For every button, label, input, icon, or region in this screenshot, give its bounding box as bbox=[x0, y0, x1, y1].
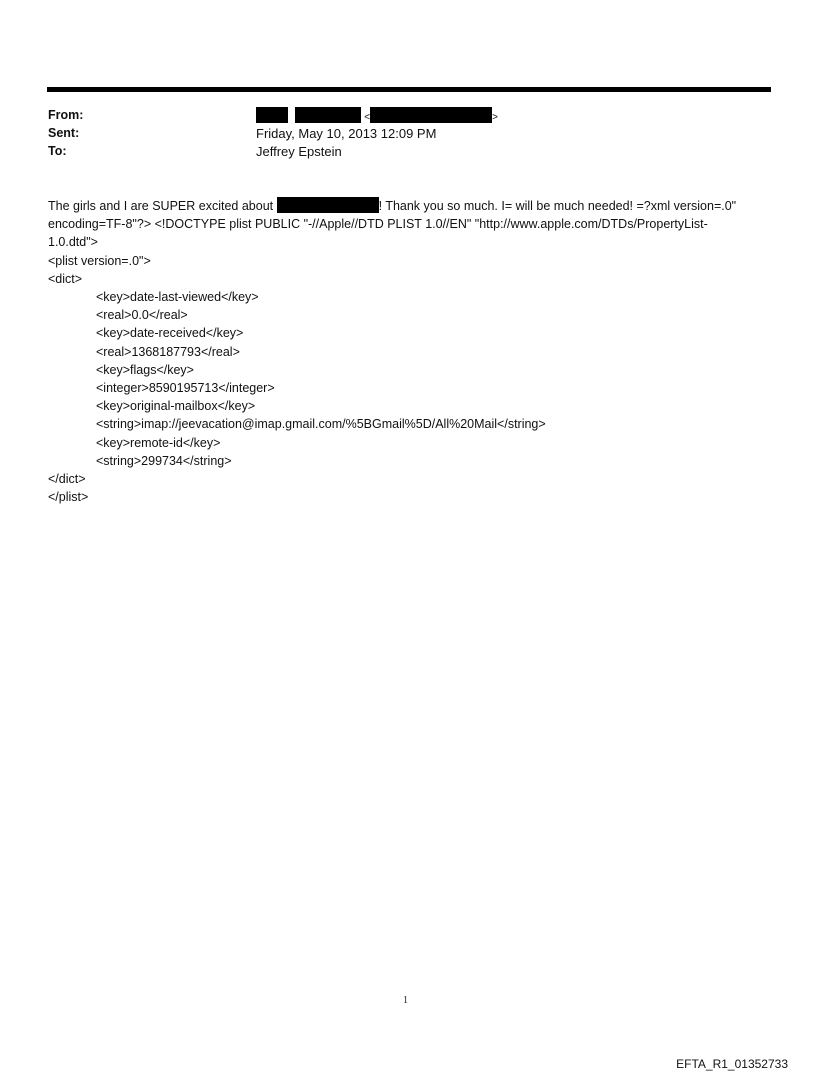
plist-line: <string>imap://jeevacation@imap.gmail.com/%5BGmail%5D/All%20Mail</string> bbox=[96, 417, 546, 432]
body-line: </dict> bbox=[48, 472, 86, 487]
plist-line: <key>remote-id</key> bbox=[96, 435, 221, 450]
body-line: </plist> bbox=[48, 490, 89, 505]
plist-line: <real>1368187793</real> bbox=[96, 344, 240, 359]
plist-line: <key>date-last-viewed</key> bbox=[96, 290, 259, 305]
document-id: EFTA_R1_01352733 bbox=[676, 1057, 788, 1071]
body-line: <dict> bbox=[48, 271, 83, 286]
sent-value: Friday, May 10, 2013 12:09 PM bbox=[256, 126, 437, 141]
plist-line: <key>flags</key> bbox=[96, 362, 194, 377]
redacted-block bbox=[295, 107, 361, 123]
sent-label: Sent: bbox=[48, 126, 80, 140]
from-open-bracket: < bbox=[364, 112, 371, 123]
to-label: To: bbox=[48, 144, 67, 158]
plist-line: <real>0.0</real> bbox=[96, 308, 188, 323]
body-line: 1.0.dtd"> bbox=[48, 235, 98, 250]
body-line: encoding=TF-8"?> <!DOCTYPE plist PUBLIC "-//Apple//DTD PLIST 1.0//EN" "http://www.apple.com/DTDs/PropertyList- bbox=[48, 217, 708, 232]
body-line bbox=[48, 197, 776, 215]
from-label: From: bbox=[48, 108, 84, 122]
body-line: <plist version=.0"> bbox=[48, 253, 151, 268]
redacted-block bbox=[370, 107, 492, 123]
plist-line: <string>299734</string> bbox=[96, 453, 232, 468]
plist-line: <integer>8590195713</integer> bbox=[96, 381, 275, 396]
from-value bbox=[256, 107, 498, 123]
to-value: Jeffrey Epstein bbox=[256, 144, 342, 159]
header-rule bbox=[47, 87, 771, 92]
redacted-block bbox=[256, 107, 288, 123]
body-text-after-redaction: ! Thank you so much. I= will be much needed! =?xml version=.0" bbox=[378, 199, 737, 213]
redacted-block bbox=[277, 197, 379, 213]
email-body bbox=[48, 197, 776, 506]
plist-line: <key>date-received</key> bbox=[96, 326, 244, 341]
body-text-before-redaction: The girls and I are SUPER excited about bbox=[48, 199, 277, 213]
page-number: 1 bbox=[403, 995, 408, 1006]
plist-line: <key>original-mailbox</key> bbox=[96, 399, 256, 414]
from-close-bracket: > bbox=[492, 112, 498, 123]
